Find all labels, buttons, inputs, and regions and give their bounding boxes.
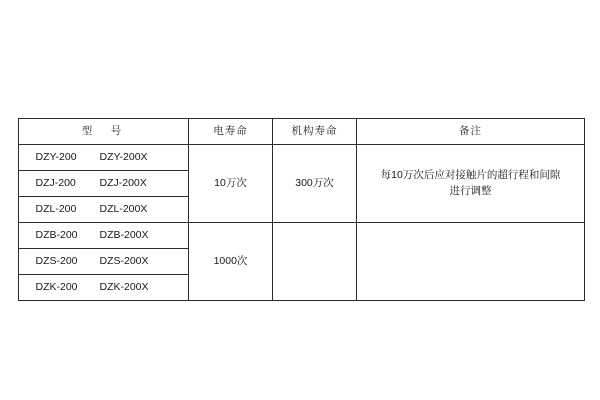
model-cell — [19, 145, 189, 171]
table-row — [19, 145, 585, 171]
model-code-primary: DZK-200 — [35, 280, 78, 293]
model-code-primary: DZL-200 — [35, 202, 77, 215]
model-code-primary: DZS-200 — [35, 254, 78, 267]
table-header-row — [19, 119, 585, 145]
model-code-secondary: DZB-200X — [99, 228, 149, 241]
model-code-secondary: DZY-200X — [99, 150, 148, 163]
model-cell — [19, 171, 189, 197]
specification-table — [18, 118, 585, 301]
remark-cell — [357, 145, 585, 223]
model-cell — [19, 275, 189, 301]
model-code-secondary: DZK-200X — [99, 280, 149, 293]
model-code-primary: DZJ-200 — [35, 176, 76, 189]
mechanical-life-empty — [273, 223, 357, 301]
model-cell — [19, 249, 189, 275]
electrical-life-value-2: 1000次 — [189, 223, 273, 301]
column-header-model: 型 号 — [19, 119, 189, 145]
column-header-electrical-life: 电寿命 — [189, 119, 273, 145]
model-code-secondary: DZJ-200X — [99, 176, 147, 189]
electrical-life-value-1: 10万次 — [189, 145, 273, 223]
remark-line-1: 每10万次后应对接触片的超行程和间隙 — [380, 168, 561, 181]
table-row — [19, 223, 585, 249]
column-header-mechanical-life: 机构寿命 — [273, 119, 357, 145]
column-header-remark: 备注 — [357, 119, 585, 145]
mechanical-life-value: 300万次 — [273, 145, 357, 223]
model-cell — [19, 223, 189, 249]
remark-empty — [357, 223, 585, 301]
model-code-primary: DZB-200 — [35, 228, 78, 241]
model-code-secondary: DZS-200X — [99, 254, 149, 267]
model-cell — [19, 197, 189, 223]
model-code-secondary: DZL-200X — [99, 202, 148, 215]
model-code-primary: DZY-200 — [35, 150, 77, 163]
remark-line-2: 进行调整 — [449, 184, 492, 197]
